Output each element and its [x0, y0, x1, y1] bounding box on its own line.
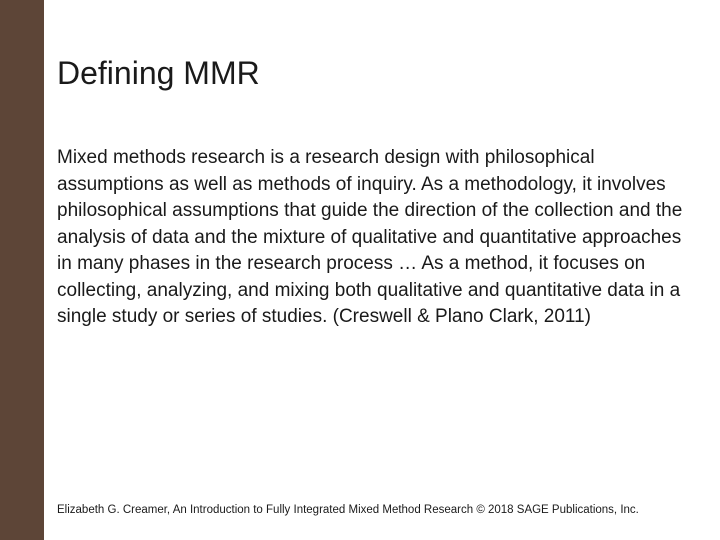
decorative-sidebar — [0, 0, 44, 540]
slide-title: Defining MMR — [57, 55, 260, 91]
slide-body-text: Mixed methods research is a research design with philosophical assumptions as well as methods of inquiry. As a methodology, it involves philosophical assumptions that guide the direction of the collection and the analysis of data and the mixture of qualitative and quantitative approaches in many phases in the research process … As a method, it focuses on collecting, analyzing, and mixing both qualitative and quantitative data in a single study or series of studies. (Creswell & Plano Clark, 2011) — [57, 147, 683, 327]
slide-footer-citation: Elizabeth G. Creamer, An Introduction to Fully Integrated Mixed Method Research © 2018 SAGE Publications, Inc. — [57, 504, 639, 516]
